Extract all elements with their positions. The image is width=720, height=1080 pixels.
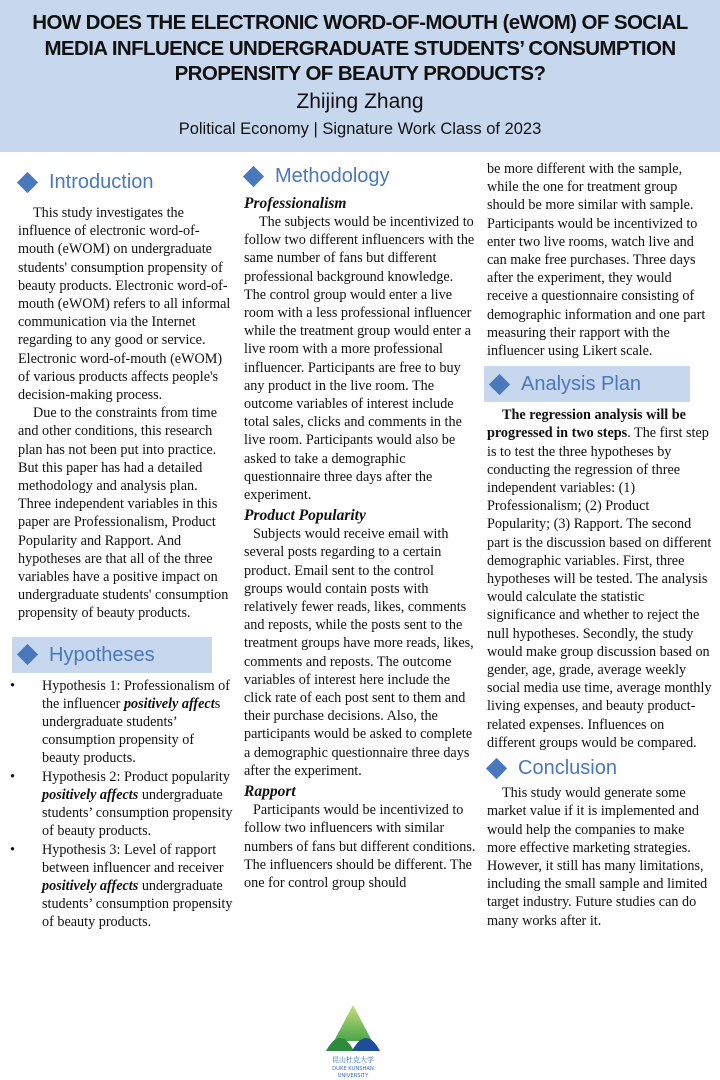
poster-header — [0, 0, 720, 152]
rapport-text-continued: be more different with the sample, while the one for treatment group should be more similar with sample. Participants would be incentivized to enter two live rooms, watch live and can make free purchases. Three days after the experiment, they would receive a questionnaire consisting of demographic information and one part measuring their rapport with the influencer using Likert scale. — [487, 161, 706, 360]
hypothesis-emphasis: positively affects — [42, 877, 139, 894]
analysis-plan-body: . The first step is to test the three hypotheses by conducting the regression of three independent variables: (1) Professionalism; (2) Product Popularity; (3) Rapport. The second part is the discussion based on different demographic variables. First, three hypotheses will be tested. The analysis would calculate the statistic significance and whether to reject the null hypotheses. Secondly, the study would make group discussion based on gender, age, grade, average weekly social media use time, average monthly living expenses, and beauty product-related expenses. Influences on different groups would be compared. — [487, 425, 712, 751]
column-left — [12, 164, 234, 932]
rapport-text: Participants would be incentivized to follow two influencers with similar numbers of fans but different conditions. The influencers should be different. The one for control group should — [244, 802, 476, 891]
section-title: Methodology — [275, 164, 390, 187]
hypotheses-list — [0, 677, 234, 932]
diamond-bullet-icon — [489, 374, 510, 395]
methodology-heading — [238, 158, 476, 194]
title-line: HOW DOES THE ELECTRONIC WORD-OF-MOUTH (eWOM) OF SOCIAL — [32, 11, 688, 34]
hypotheses-heading — [12, 637, 212, 673]
analysis-plan-lead: The regression analysis will be progressed in two steps — [487, 407, 686, 442]
diamond-bullet-icon — [486, 757, 507, 778]
analysis-plan-text — [487, 406, 715, 752]
affiliation: Political Economy | Signature Work Class of 2023 — [178, 119, 542, 138]
university-logo — [322, 1003, 384, 1080]
intro-paragraph: Due to the constraints from time and other conditions, this research plan has not been put into practice. But this paper has had a detailed methodology and analysis plan. Three independent variables in this paper are Professionalism, Product Popularity and Rapport. And hypotheses are that all of the three variables have a positive impact on undergraduate students' consumption propensity of beauty products. — [18, 405, 229, 622]
hypothesis-item — [0, 677, 234, 768]
hypothesis-item — [0, 841, 234, 932]
logo-caption-en: UNIVERSITY — [337, 1073, 369, 1079]
section-title: Hypotheses — [49, 643, 155, 666]
section-title: Conclusion — [518, 756, 617, 779]
analysis-plan-heading — [484, 366, 690, 402]
hypothesis-emphasis: positively affect — [123, 695, 215, 712]
logo-caption-en: DUKE KUNSHAN — [332, 1066, 374, 1072]
hypothesis-text: s undergraduate students’ consumption propensity of beauty products. — [42, 695, 221, 767]
hypothesis-text: Hypothesis 3: Level of rapport between influencer and receiver — [42, 841, 224, 876]
hypothesis-text: undergraduate students’ consumption propensity of beauty products. — [42, 786, 233, 840]
product-popularity-subheading: Product Popularity — [244, 507, 366, 525]
bullet-icon: • — [10, 677, 15, 694]
title-line: PROPENSITY OF BEAUTY PRODUCTS? — [174, 62, 546, 85]
bullet-icon: • — [10, 768, 15, 785]
introduction-heading — [12, 164, 234, 200]
diamond-bullet-icon — [17, 644, 38, 665]
logo-caption-cn: 昆山杜克大学 — [332, 1056, 374, 1064]
column-middle — [238, 158, 476, 892]
hypothesis-text: Hypothesis 1: Professionalism of the influencer — [42, 677, 230, 712]
product-popularity-text: Subjects would receive email with several posts regarding to a certain product. Email sent to the control groups would contain posts with relatively fewer reads, likes, comments and reposts, while the posts sent to the treatment groups have more reads, likes, comments and reposts. The outcome variables of interest here include the click rate of each post sent to them and their purchase decisions. Also, the participants would be asked to complete a demographic questionnaire three days after the experiment. — [244, 526, 474, 779]
conclusion-text: This study would generate some market value if it is implemented and would help the companies to make more effective marketing strategies. However, it still has many limitations, including the small sample and limited target industry. Future studies can do many works after it. — [487, 785, 708, 929]
professionalism-text: The subjects would be incentivized to follow two different influencers with the same number of fans but different professional background knowledge. The control group would enter a live room with a less professional influencer while the treatment group would enter a live room with a more professional influencer. Participants are free to buy any product in the live room. The outcome variables of interest include total sales, clicks and comments in the live room. Participants would also be asked to take a demographic questionnaire three days after the experiment. — [244, 214, 475, 504]
hypothesis-text: undergraduate students’ consumption propensity of beauty products. — [42, 877, 233, 931]
logo-peak-icon — [334, 1005, 372, 1041]
author-name: Zhijing Zhang — [296, 89, 424, 113]
hypothesis-item — [0, 768, 234, 841]
diamond-bullet-icon — [17, 171, 38, 192]
column-right — [487, 160, 715, 930]
intro-paragraph: This study investigates the influence of electronic word-of-mouth (eWOM) on undergraduate students' consumption propensity of beauty products. Electronic word-of-mouth (eWOM) refers to all informal communication via the Internet regarding to any good or service. Electronic word-of-mouth (eWOM) of various products affects people's decision-making process. — [18, 205, 231, 404]
rapport-subheading: Rapport — [244, 783, 296, 801]
bullet-icon: • — [10, 841, 15, 858]
title-line: MEDIA INFLUENCE UNDERGRADUATE STUDENTS’ CONSUMPTION — [44, 36, 676, 60]
professionalism-subheading: Professionalism — [244, 195, 347, 212]
section-title: Introduction — [49, 170, 154, 193]
section-title: Analysis Plan — [521, 373, 642, 396]
diamond-bullet-icon — [243, 165, 264, 186]
hypothesis-emphasis: positively affects — [42, 786, 139, 803]
hypothesis-text: Hypothesis 2: Product popularity — [42, 768, 230, 785]
poster-title — [0, 0, 720, 87]
conclusion-heading — [481, 752, 715, 784]
